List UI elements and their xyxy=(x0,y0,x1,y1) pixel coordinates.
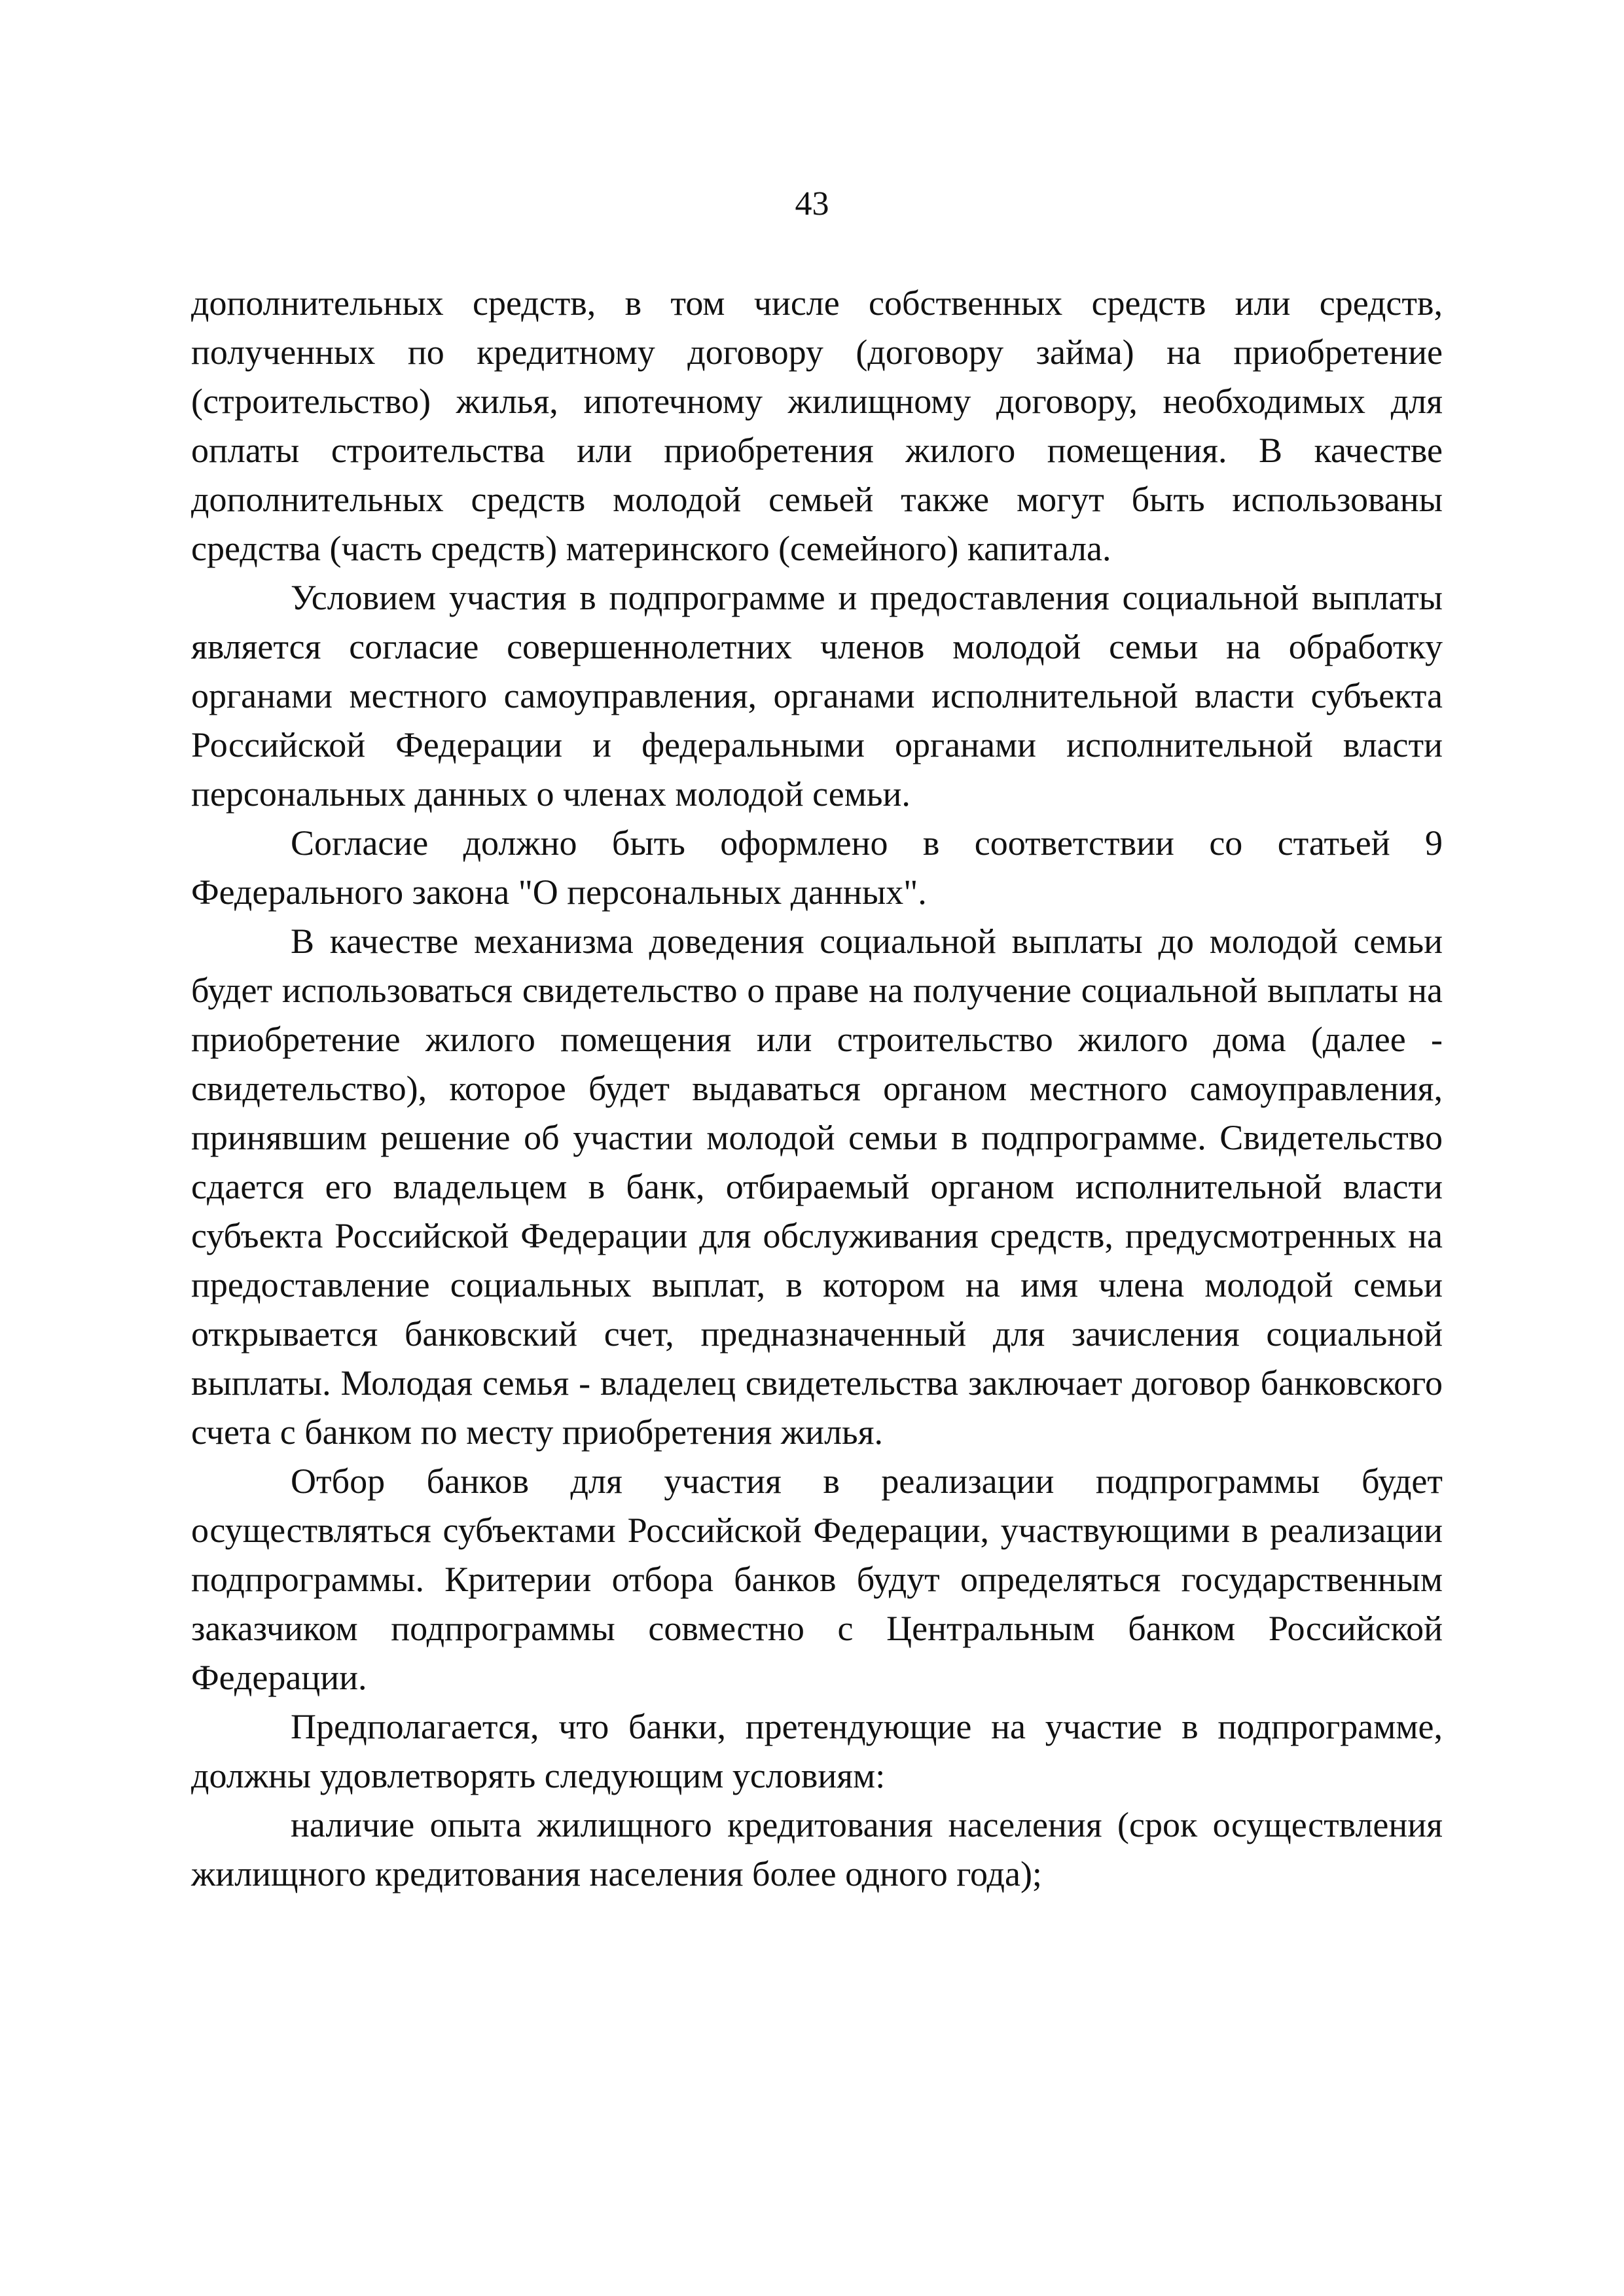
body-text xyxy=(191,279,1443,1899)
paragraph-consent-law: Согласие должно быть оформлено в соответствии со статьей 9 Федерального закона "О персональных данных". xyxy=(191,823,1443,912)
paragraph-lending-experience: наличие опыта жилищного кредитования населения (срок осуществления жилищного кредитования населения более одного года); xyxy=(191,1805,1443,1893)
paragraph-bank-conditions: Предполагается, что банки, претендующие на участие в подпрограмме, должны удовлетворять следующим условиям: xyxy=(191,1707,1443,1795)
paragraph-certificate-mechanism: В качестве механизма доведения социальной выплаты до молодой семьи будет использоваться свидетельство о праве на получение социальной выплаты на приобретение жилого помещения или строительство жилого дома (далее - свидетельство), которое будет выдаваться органом местного самоуправления, принявшим решение об участии молодой семьи в подпрограмме. Свидетельство сдается его владельцем в банк, отбираемый органом исполнительной власти субъекта Российской Федерации для обслуживания средств, предусмотренных на предоставление социальных выплат, в котором на имя члена молодой семьи открывается банковский счет, предназначенный для зачисления социальной выплаты. Молодая семья - владелец свидетельства заключает договор банковского счета с банком по месту приобретения жилья. xyxy=(191,922,1443,1452)
paragraph-bank-selection: Отбор банков для участия в реализации подпрограммы будет осуществляться субъектами Российской Федерации, участвующими в реализации подпрограммы. Критерии отбора банков будут определяться государственным заказчиком подпрограммы совместно с Центральным банком Российской Федерации. xyxy=(191,1462,1443,1697)
page-number: 43 xyxy=(795,185,829,223)
paragraph-additional-funds: дополнительных средств, в том числе собственных средств или средств, полученных по кредитному договору (договору займа) на приобретение (строительство) жилья, ипотечному жилищному договору, необходимых для оплаты строительства или приобретения жилого помещения. В качестве дополнительных средств молодой семьей также могут быть использованы средства (часть средств) материнского (семейного) капитала. xyxy=(191,283,1443,568)
paragraph-consent-condition: Условием участия в подпрограмме и предоставления социальной выплаты является согласие совершеннолетних членов молодой семьи на обработку органами местного самоуправления, органами исполнительной власти субъекта Российской Федерации и федеральными органами исполнительной власти персональных данных о членах молодой семьи. xyxy=(191,578,1443,814)
